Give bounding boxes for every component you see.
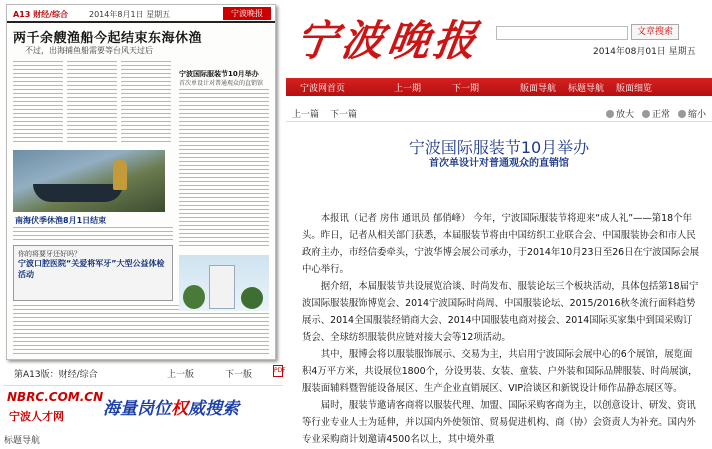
text-column	[13, 61, 63, 145]
page-logo: 宁波晚报	[223, 7, 271, 20]
text-column	[121, 61, 171, 145]
page-date-label: 2014年8月1日 星期五	[89, 10, 171, 19]
masthead-logo[interactable]: 宁波晚报	[292, 16, 484, 65]
search-input[interactable]	[496, 26, 628, 40]
article-paragraph: 本报讯（记者 房伟 通讯员 郁俏峰） 今年，宁波国际服装节将迎来“成人礼”——第18个年头。昨日，记者从相关部门获悉，本届服装节将由中国纺织工业联合会、中国服装协会和市人民政府主办，市经信委牵头，宁波华博会展公司承办，于2014年10月23日至26日在宁波国际会展中心举行。	[302, 213, 700, 275]
ad-brand: NBRC.COM.CN	[7, 390, 104, 404]
ad-box-kicker: 你的将要牙还好吗？	[18, 250, 81, 258]
article-title: 宁波国际服装节10月举办	[408, 138, 590, 157]
prev-page-link[interactable]: 上一版	[167, 370, 195, 380]
page-right-headline[interactable]: 宁波国际服装节10月举办	[179, 70, 259, 78]
pdf-icon[interactable]: PDF	[273, 365, 283, 377]
page-subheadline: 不过，出海捕鱼船需要等台风天过后	[25, 46, 153, 55]
issue-date: 2014年08月01日 星期五	[593, 47, 696, 57]
zoom-normal-label: 正常	[652, 110, 671, 120]
page-pager	[8, 365, 286, 380]
radio-icon	[642, 110, 650, 118]
radio-icon	[606, 110, 614, 118]
ad-box[interactable]	[13, 245, 173, 301]
ad-slogan-c: 威搜索	[188, 399, 239, 419]
page-headline[interactable]: 两千余艘渔船今起结束东海休渔	[13, 31, 203, 46]
home-link[interactable]: 宁波网首页	[300, 84, 346, 94]
layout-nav-link[interactable]: 版面导航	[520, 84, 557, 94]
tree-shape	[183, 285, 205, 309]
title-nav-link[interactable]: 标题导航	[4, 436, 41, 446]
text-column	[67, 61, 117, 145]
next-page-link[interactable]: 下一版	[225, 370, 253, 380]
tree-shape	[241, 287, 263, 309]
article-paragraph: 届时，服装节邀请客商将以服装代理、加盟、国际采购客商为主，以创意设计、研发、资讯等行业专业人士为延伸，并以国内外使领馆、贸易促进机构、商（协）会资责人为补充。国内外专业采购商计划邀请4500名以上，其中境外重	[302, 400, 696, 445]
page-section-label: A13 财经/综合	[13, 10, 69, 19]
article-toolbar	[286, 104, 712, 122]
newspaper-page-image[interactable]	[6, 4, 276, 360]
recruitment-banner[interactable]	[3, 385, 283, 427]
ad-box-title: 宁波口腔医院“关爱将军牙”大型公益体检活动	[18, 259, 165, 279]
title-nav-link-top[interactable]: 标题导航	[568, 84, 605, 94]
zoom-in-label: 放大	[616, 110, 635, 120]
ad-slogan	[103, 394, 239, 419]
page-preview-panel	[0, 0, 286, 449]
article-subtitle: 首次单设计对普通观众的直销馆	[429, 158, 569, 169]
ad-slogan-b: 权	[171, 399, 188, 419]
text-column	[13, 305, 269, 355]
text-column	[13, 227, 173, 241]
zoom-out-label: 缩小	[688, 110, 707, 120]
ad-slogan-a: 海量岗位	[103, 399, 171, 419]
photo-caption[interactable]: 南海伏季休渔8月1日结束	[15, 216, 107, 225]
main-nav-bar	[286, 78, 712, 96]
article-body	[302, 210, 700, 448]
zoom-normal-option[interactable]	[642, 107, 670, 120]
search-button[interactable]: 文章搜索	[631, 24, 679, 40]
page-header	[7, 5, 275, 23]
zoom-out-option[interactable]	[678, 107, 706, 120]
text-column	[179, 89, 269, 249]
article-panel	[286, 0, 712, 449]
building-photo[interactable]	[179, 255, 269, 311]
building-shape	[209, 265, 235, 309]
prev-article-link[interactable]: 上一篇	[292, 110, 320, 120]
fishing-photo[interactable]	[13, 150, 165, 212]
radio-icon	[678, 110, 686, 118]
current-page-label: 第A13版：财经/综合	[14, 370, 98, 380]
article-paragraph: 据介绍，本届服装节共设展览洽谈、时尚发布、服装论坛三个板块活动，具体包括第18届宁波国际服装服饰博览会、2014宁波国际时尚周、中国服装论坛、2015/2016秋冬流行面料趋势展示、2014全国服装经销商大会、2014中国服装电商对接会、2014国际买家集中到国采购订货会、全球纺织服装供应链对接大会等12项活动。	[302, 281, 699, 343]
prev-issue-link[interactable]: 上一期	[394, 84, 422, 94]
layout-index-link[interactable]: 版面细览	[616, 84, 653, 94]
page-right-subhead: 首次单设计对普通观众的直销馆	[179, 80, 264, 87]
ad-brand-cn: 宁波人才网	[9, 410, 64, 423]
article-paragraph: 其中，服博会将以服装服饰展示、交易为主，共启用宁波国际会展中心的6个展馆，展览面积4万平方米，共设展位1800个，分设男装、女装、童装、户外装和国际品牌服装、时尚展演，服装面辅料暨智能设备展区、生产企业直销展区、VIP洽谈区和新锐设计师作品静态展区等。	[302, 349, 698, 394]
next-article-link[interactable]: 下一篇	[330, 110, 358, 120]
boat-shape	[33, 184, 123, 202]
person-shape	[113, 160, 127, 190]
next-issue-link[interactable]: 下一期	[452, 84, 480, 94]
zoom-in-option[interactable]	[606, 107, 634, 120]
masthead	[286, 0, 712, 76]
